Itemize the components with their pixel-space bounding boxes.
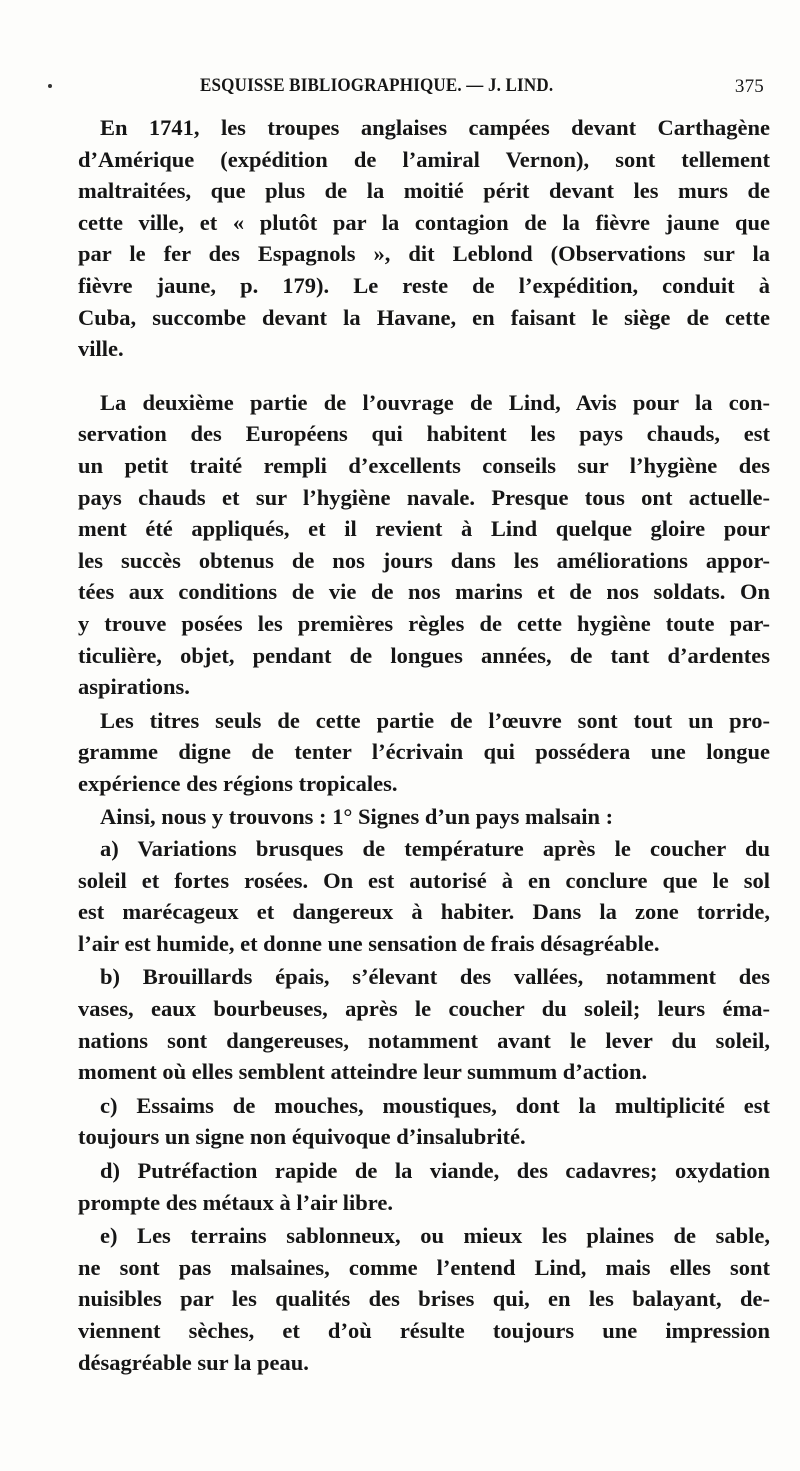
text-line: nations sont dangereuses, notamment avant le lever du soleil, (78, 1027, 770, 1053)
text-line: les succès obtenus de nos jours dans les améliorations appor- (78, 547, 770, 573)
text-line: prompte des métaux à l’air libre. (78, 1189, 393, 1215)
text-line: tées aux conditions de vie de nos marins et de nos soldats. On (78, 579, 770, 605)
text-line: b) Brouillards épais, s’élevant des vallées, notamment des (100, 964, 770, 990)
text-line: La deuxième partie de l’ouvrage de Lind, Avis pour la con- (100, 389, 770, 415)
text-line: fièvre jaune, p. 179). Le reste de l’expédition, conduit à (78, 272, 770, 298)
text-line: Les titres seuls de cette partie de l’œuvre sont tout un pro- (100, 707, 770, 733)
text-line: ticulière, objet, pendant de longues années, de tant d’ardentes (78, 642, 770, 668)
text-line: vases, eaux bourbeuses, après le coucher du soleil; leurs éma- (78, 996, 770, 1022)
text-line: Cuba, succombe devant la Havane, en faisant le siège de cette (78, 304, 770, 330)
text-line: est marécageux et dangereux à habiter. Dans la zone torride, (78, 899, 770, 925)
text-line: y trouve posées les premières règles de cette hygiène toute par- (78, 610, 770, 636)
text-line: pays chauds et sur l’hygiène navale. Presque tous ont actuelle- (78, 484, 770, 510)
text-line: a) Variations brusques de température après le coucher du (100, 836, 770, 862)
text-line: moment où elles semblent atteindre leur summum d’action. (78, 1059, 648, 1085)
text-line: Ainsi, nous y trouvons : 1° Signes d’un pays malsain : (100, 804, 614, 830)
text-line: aspirations. (78, 674, 190, 700)
text-line: par le fer des Espagnols », dit Leblond (Observations sur la (78, 241, 770, 267)
text-line: ne sont pas malsaines, comme l’entend Lind, mais elles sont (78, 1254, 770, 1280)
text-line: l’air est humide, et donne une sensation de frais désagréable. (78, 930, 660, 956)
text-line: gramme digne de tenter l’écrivain qui possédera une longue (78, 739, 770, 765)
body-text (78, 112, 770, 1378)
text-line: d’Amérique (expédition de l’amiral Vernon), sont tellement (78, 146, 770, 172)
margin-dot (48, 84, 52, 88)
text-line: ment été appliqués, et il revient à Lind quelque gloire pour (78, 516, 770, 542)
text-line: servation des Européens qui habitent les pays chauds, est (78, 421, 770, 447)
text-line: soleil et fortes rosées. On est autorisé à en conclure que le sol (78, 867, 770, 893)
running-title: ESQUISSE BIBLIOGRAPHIQUE. — J. LIND. (200, 76, 554, 96)
text-line: e) Les terrains sablonneux, ou mieux les plaines de sable, (100, 1223, 770, 1249)
text-line: maltraitées, que plus de la moitié périt devant les murs de (78, 178, 770, 204)
text-line: désagréable sur la peau. (78, 1349, 309, 1375)
page-number: 375 (734, 76, 764, 97)
text-line: nuisibles par les qualités des brises qui, en les balayant, de- (78, 1286, 770, 1312)
text-line: expérience des régions tropicales. (78, 770, 398, 796)
text-line: En 1741, les troupes anglaises campées devant Carthagène (100, 115, 770, 140)
text-line: cette ville, et « plutôt par la contagion de la fièvre jaune que (78, 209, 770, 235)
text-line: viennent sèches, et d’où résulte toujours une impression (78, 1317, 770, 1343)
text-line: toujours un signe non équivoque d’insalubrité. (78, 1124, 526, 1150)
text-line: ville. (78, 336, 124, 362)
page-header (80, 76, 770, 104)
text-line: un petit traité rempli d’excellents conseils sur l’hygiène des (78, 452, 770, 478)
text-line: c) Essaims de mouches, moustiques, dont la multiplicité est (100, 1092, 770, 1118)
text-line: d) Putréfaction rapide de la viande, des cadavres; oxydation (100, 1158, 770, 1183)
